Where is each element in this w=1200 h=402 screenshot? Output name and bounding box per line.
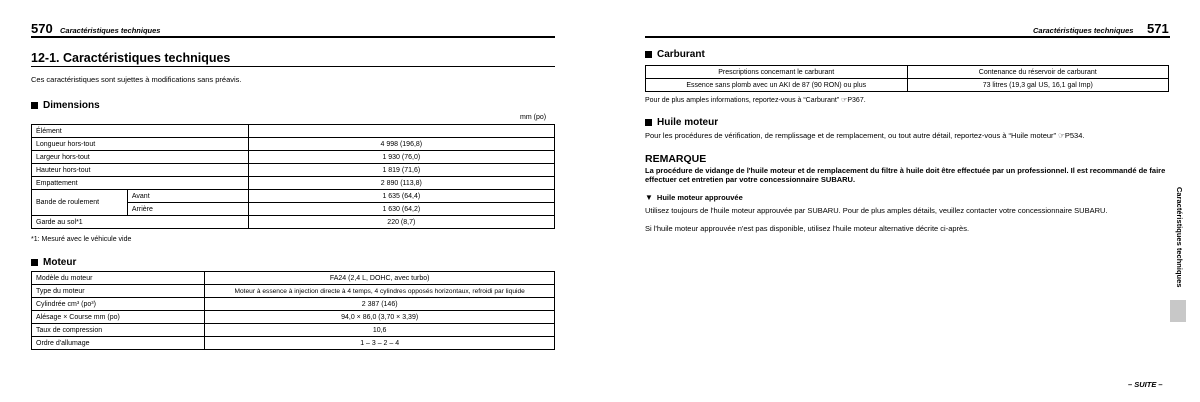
- table-row: [32, 138, 555, 151]
- triangle-down-icon: ▼: [645, 193, 653, 202]
- square-bullet-icon: [31, 259, 38, 266]
- table-row: [32, 190, 555, 203]
- dimensions-table: [31, 124, 555, 229]
- table-row: [646, 79, 1169, 92]
- dimensions-heading: Dimensions: [31, 100, 100, 111]
- table-cell: 1 819 (71,6): [248, 164, 554, 177]
- table-row: [32, 272, 555, 285]
- table-cell: FA24 (2,4 L, DOHC, avec turbo): [205, 272, 555, 285]
- side-tab-label: Caractéristiques techniques: [1175, 187, 1184, 288]
- table-cell: Avant: [127, 190, 248, 203]
- table-row: [32, 324, 555, 337]
- side-tab-marker: [1170, 300, 1186, 322]
- huile-heading: Huile moteur: [645, 117, 718, 128]
- table-cell: 1 635 (64,4): [248, 190, 554, 203]
- page-number-left: 570: [31, 21, 53, 36]
- table-cell: Essence sans plomb avec un AKI de 87 (90 RON) ou plus: [646, 79, 908, 92]
- page-number-right: 571: [1147, 21, 1169, 36]
- dimensions-unit: mm (po): [520, 114, 547, 121]
- table-cell: 1 630 (64,2): [248, 203, 554, 216]
- table-cell: 2 890 (113,8): [248, 177, 554, 190]
- table-cell: 1 – 3 – 2 – 4: [205, 337, 555, 350]
- table-row: [32, 298, 555, 311]
- table-cell: 1 930 (76,0): [248, 151, 554, 164]
- table-cell: Taux de compression: [32, 324, 205, 337]
- table-cell: Arrière: [127, 203, 248, 216]
- alternative-oil-text: Si l'huile moteur approuvée n'est pas disponible, utilisez l'huile moteur alternative décrite ci-après.: [645, 224, 970, 233]
- chapter-title: 12-1. Caractéristiques techniques: [31, 51, 231, 65]
- table-cell: Largeur hors-tout: [32, 151, 249, 164]
- table-row: [32, 125, 555, 138]
- table-cell: 94,0 × 86,0 (3,70 × 3,39): [205, 311, 555, 324]
- table-row: [32, 151, 555, 164]
- carburant-heading: Carburant: [645, 49, 705, 60]
- intro-text: Ces caractéristiques sont sujettes à modifications sans préavis.: [31, 75, 242, 84]
- running-head-left: Caractéristiques techniques: [60, 26, 161, 35]
- table-cell: Longueur hors-tout: [32, 138, 249, 151]
- table-row: [32, 216, 555, 229]
- remarque-text: La procédure de vidange de l'huile moteur et de remplacement du filtre à huile doit être effectuée par un professionnel. Il est recommandé de faire effectuer cet entretien par votre concessionnaire SUBARU.: [645, 166, 1166, 184]
- moteur-heading: Moteur: [31, 257, 76, 268]
- huile-text: Pour les procédures de vérification, de remplissage et de remplacement, ou tout autre détail, reportez-vous à “Huile moteur” ☞P534.: [645, 131, 1085, 140]
- moteur-table: [31, 271, 555, 350]
- table-cell: 220 (8,7): [248, 216, 554, 229]
- table-row: [646, 66, 1169, 79]
- table-row: [32, 177, 555, 190]
- running-head-right: Caractéristiques techniques: [1033, 26, 1134, 35]
- table-header-cell: [248, 125, 554, 138]
- table-cell: Hauteur hors-tout: [32, 164, 249, 177]
- table-header-cell: Contenance du réservoir de carburant: [907, 66, 1169, 79]
- table-cell: 4 998 (196,8): [248, 138, 554, 151]
- table-cell: 73 litres (19,3 gal US, 16,1 gal Imp): [907, 79, 1169, 92]
- chapter-rule: [31, 66, 555, 67]
- continued-label: – SUITE –: [1128, 380, 1163, 389]
- header-rule-left: [31, 36, 555, 38]
- table-header-cell: Prescriptions concernant le carburant: [646, 66, 908, 79]
- square-bullet-icon: [645, 119, 652, 126]
- header-rule-right: [645, 36, 1170, 38]
- table-cell: 10,6: [205, 324, 555, 337]
- table-row: [32, 285, 555, 298]
- dimensions-footnote: *1: Mesuré avec le véhicule vide: [31, 236, 132, 243]
- table-cell: Bande de roulement: [32, 190, 128, 216]
- table-row: [32, 164, 555, 177]
- carburant-note: Pour de plus amples informations, reportez-vous à “Carburant” ☞P367.: [645, 97, 866, 104]
- carburant-table: [645, 65, 1169, 92]
- table-cell: Moteur à essence à injection directe à 4 temps, 4 cylindres opposés horizontaux, refroidi par liquide: [205, 285, 555, 298]
- table-cell: Cylindrée cm³ (po³): [32, 298, 205, 311]
- table-cell: Empattement: [32, 177, 249, 190]
- table-header-cell: Élément: [32, 125, 249, 138]
- table-cell: Modèle du moteur: [32, 272, 205, 285]
- table-row: [32, 337, 555, 350]
- square-bullet-icon: [31, 102, 38, 109]
- approved-oil-heading: ▼ Huile moteur approuvée: [645, 193, 743, 202]
- table-cell: Garde au sol*1: [32, 216, 249, 229]
- table-cell: 2 387 (146): [205, 298, 555, 311]
- square-bullet-icon: [645, 51, 652, 58]
- table-row: [32, 311, 555, 324]
- remarque-title: REMARQUE: [645, 153, 707, 165]
- table-cell: Ordre d'allumage: [32, 337, 205, 350]
- table-cell: Type du moteur: [32, 285, 205, 298]
- approved-oil-text: Utilisez toujours de l'huile moteur approuvée par SUBARU. Pour de plus amples détails, veuillez contacter votre concessionnaire SUBARU.: [645, 206, 1108, 215]
- table-cell: Alésage × Course mm (po): [32, 311, 205, 324]
